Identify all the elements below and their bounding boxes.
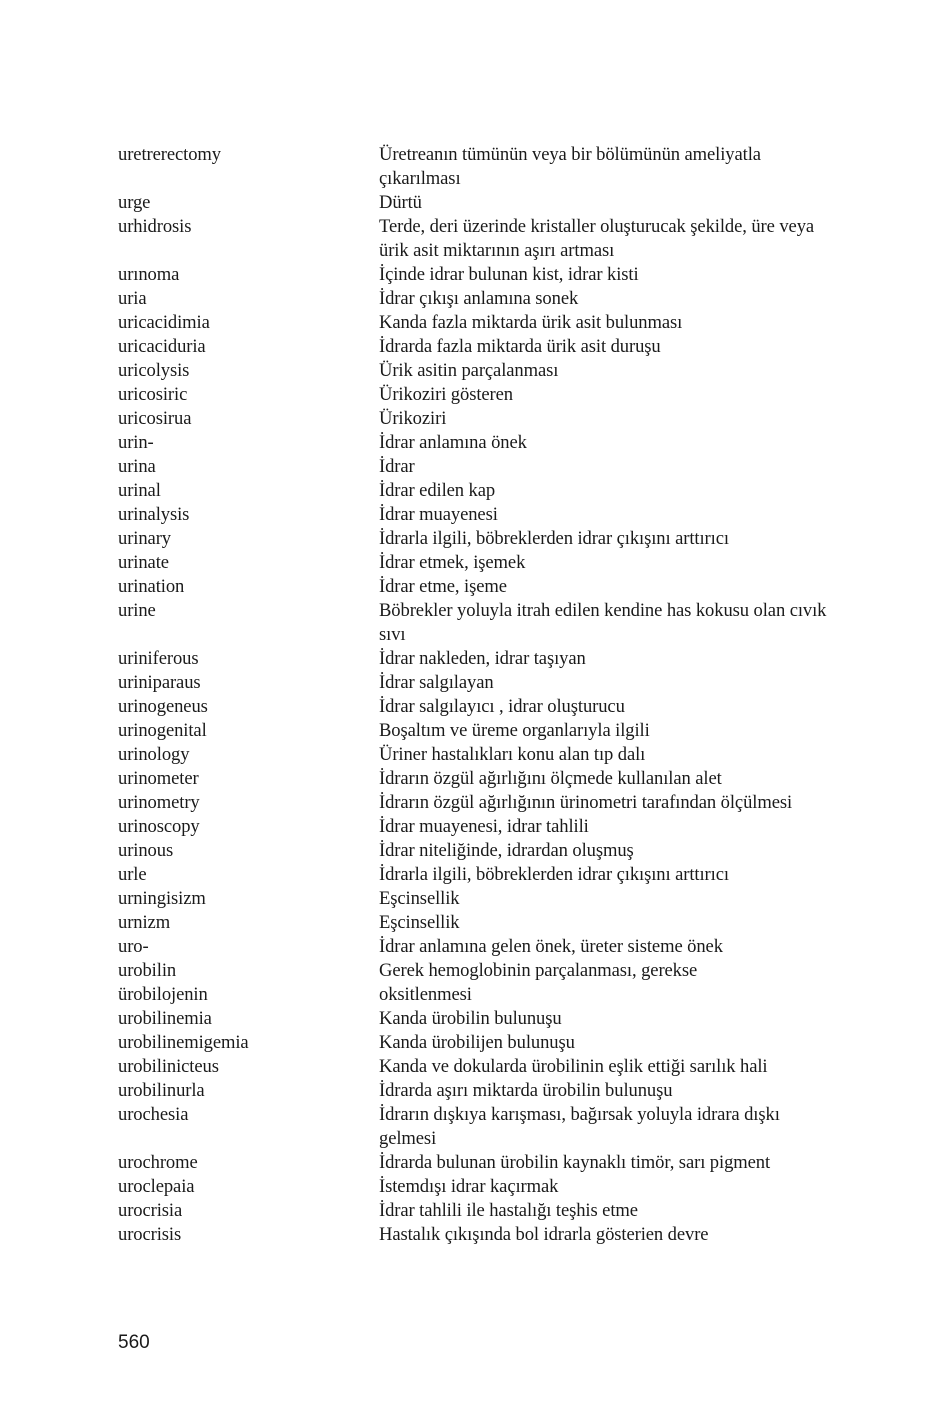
entry-definition: İdrar muayenesi, idrar tahlili: [379, 816, 589, 837]
entry-term: uricosirua: [118, 408, 192, 429]
dictionary-entry: [118, 719, 838, 743]
dictionary-entry: [118, 287, 838, 311]
dictionary-entry: [118, 983, 838, 1007]
entry-term: urningisizm: [118, 888, 206, 909]
entry-definition: İdrarla ilgili, böbreklerden idrar çıkışını arttırıcı: [379, 528, 729, 549]
entry-definition: Üretreanın tümünün veya bir bölümünün ameliyatla çıkarılması: [379, 144, 761, 189]
entry-definition: İdrarla ilgili, böbreklerden idrar çıkışını arttırıcı: [379, 864, 729, 885]
entry-term: uretrerectomy: [118, 144, 221, 165]
entry-term: urobilinemigemia: [118, 1032, 249, 1053]
dictionary-entry: [118, 1151, 838, 1175]
entry-term: urocrisia: [118, 1200, 183, 1221]
dictionary-entry: [118, 383, 838, 407]
dictionary-entry: [118, 1103, 838, 1151]
entry-term: urhidrosis: [118, 216, 192, 237]
entry-definition: Gerek hemoglobinin parçalanması, gerekse: [379, 960, 698, 981]
dictionary-entry: [118, 1223, 838, 1247]
dictionary-entry: [118, 215, 838, 263]
entry-definition: Ürikoziri: [379, 408, 447, 429]
dictionary-entry: [118, 695, 838, 719]
entry-definition: oksitlenmesi: [379, 984, 472, 1005]
dictionary-entry: [118, 839, 838, 863]
dictionary-entry: [118, 647, 838, 671]
dictionary-entry: [118, 551, 838, 575]
entry-term: urinometry: [118, 792, 200, 813]
entry-list: [118, 143, 838, 1247]
entry-term: uriniferous: [118, 648, 199, 669]
entry-term: urina: [118, 456, 156, 477]
entry-term: urin-: [118, 432, 154, 453]
dictionary-entry: [118, 311, 838, 335]
entry-definition: İdrar salgılayan: [379, 672, 494, 693]
entry-definition: İstemdışı idrar kaçırmak: [379, 1176, 559, 1197]
entry-definition: İdrar salgılayıcı , idrar oluşturucu: [379, 696, 625, 717]
dictionary-entry: [118, 431, 838, 455]
dictionary-entry: [118, 911, 838, 935]
dictionary-entry: [118, 527, 838, 551]
entry-definition: İdrarda bulunan ürobilin kaynaklı timör, sarı pigment: [379, 1152, 771, 1173]
dictionary-entry: [118, 1175, 838, 1199]
dictionary-entry: [118, 1079, 838, 1103]
page-number: 560: [118, 1332, 150, 1353]
entry-definition: İçinde idrar bulunan kist, idrar kisti: [379, 264, 639, 285]
dictionary-entry: [118, 503, 838, 527]
entry-definition: İdrarda fazla miktarda ürik asit duruşu: [379, 336, 661, 357]
entry-definition: İdrar niteliğinde, idrardan oluşmuş: [379, 840, 634, 861]
entry-term: urinogenital: [118, 720, 207, 741]
entry-term: urle: [118, 864, 147, 885]
dictionary-entry: [118, 1031, 838, 1055]
dictionary-entry: [118, 1055, 838, 1079]
dictionary-entry: [118, 599, 838, 647]
entry-definition: Kanda ve dokularda ürobilinin eşlik ettiği sarılık hali: [379, 1056, 768, 1077]
dictionary-entry: [118, 407, 838, 431]
entry-definition: Ürik asitin parçalanması: [379, 360, 559, 381]
entry-term: urinometer: [118, 768, 199, 789]
entry-term: uricolysis: [118, 360, 190, 381]
dictionary-entry: [118, 671, 838, 695]
entry-definition: Terde, deri üzerinde kristaller oluşturucak şekilde, üre veya ürik asit miktarının aşırı artması: [379, 216, 815, 261]
entry-term: uroclepaia: [118, 1176, 195, 1197]
entry-definition: Kanda ürobilin bulunuşu: [379, 1008, 562, 1029]
dictionary-entry: [118, 1007, 838, 1031]
entry-term: urobilinemia: [118, 1008, 212, 1029]
dictionary-entry: [118, 1199, 838, 1223]
entry-term: urocrisis: [118, 1224, 182, 1245]
entry-definition: İdrarın dışkıya karışması, bağırsak yoluyla idrara dışkı gelmesi: [379, 1104, 780, 1149]
dictionary-entry: [118, 743, 838, 767]
entry-definition: İdrar etmek, işemek: [379, 552, 526, 573]
entry-term: uro-: [118, 936, 149, 957]
entry-term: urnizm: [118, 912, 171, 933]
entry-definition: İdrar anlamına önek: [379, 432, 527, 453]
entry-definition: Kanda ürobilijen bulunuşu: [379, 1032, 575, 1053]
entry-term: urochesia: [118, 1104, 189, 1125]
entry-term: urine: [118, 600, 156, 621]
entry-definition: Dürtü: [379, 192, 422, 213]
entry-term: urinalysis: [118, 504, 190, 525]
dictionary-entry: [118, 767, 838, 791]
entry-term: urobilinicteus: [118, 1056, 219, 1077]
entry-definition: Üriner hastalıkları konu alan tıp dalı: [379, 744, 646, 765]
entry-term: urinology: [118, 744, 190, 765]
dictionary-entry: [118, 263, 838, 287]
entry-definition: İdrar muayenesi: [379, 504, 498, 525]
dictionary-entry: [118, 935, 838, 959]
dictionary-entry: [118, 359, 838, 383]
entry-term: urınoma: [118, 264, 180, 285]
entry-term: uricosiric: [118, 384, 188, 405]
entry-term: uria: [118, 288, 147, 309]
entry-definition: İdrarın özgül ağırlığının ürinometri tarafından ölçülmesi: [379, 792, 793, 813]
entry-definition: Eşcinsellik: [379, 888, 460, 909]
entry-definition: Ürikoziri gösteren: [379, 384, 513, 405]
dictionary-entry: [118, 863, 838, 887]
entry-definition: Hastalık çıkışında bol idrarla gösterien devre: [379, 1224, 709, 1245]
entry-definition: İdrar çıkışı anlamına sonek: [379, 288, 579, 309]
entry-term: urinal: [118, 480, 161, 501]
dictionary-entry: [118, 335, 838, 359]
entry-term: urobilinurla: [118, 1080, 205, 1101]
entry-definition: İdrar etme, işeme: [379, 576, 507, 597]
entry-term: urinoscopy: [118, 816, 200, 837]
dictionary-entry: [118, 575, 838, 599]
entry-definition: İdrar tahlili ile hastalığı teşhis etme: [379, 1200, 638, 1221]
dictionary-entry: [118, 143, 838, 191]
entry-definition: İdrarın özgül ağırlığını ölçmede kullanılan alet: [379, 768, 722, 789]
entry-term: urge: [118, 192, 151, 213]
entry-term: urinate: [118, 552, 169, 573]
entry-definition: İdrar nakleden, idrar taşıyan: [379, 648, 586, 669]
entry-term: urinary: [118, 528, 171, 549]
dictionary-entry: [118, 791, 838, 815]
dictionary-entry: [118, 455, 838, 479]
entry-term: ürobilojenin: [118, 984, 208, 1005]
dictionary-entry: [118, 191, 838, 215]
entry-term: urinous: [118, 840, 174, 861]
entry-term: urochrome: [118, 1152, 198, 1173]
entry-definition: İdrarda aşırı miktarda ürobilin bulunuşu: [379, 1080, 673, 1101]
entry-definition: Eşcinsellik: [379, 912, 460, 933]
entry-definition: İdrar: [379, 456, 415, 477]
entry-term: uricacidimia: [118, 312, 210, 333]
entry-definition: Boşaltım ve üreme organlarıyla ilgili: [379, 720, 650, 741]
dictionary-entry: [118, 815, 838, 839]
dictionary-entry: [118, 887, 838, 911]
entry-term: urination: [118, 576, 185, 597]
entry-definition: Böbrekler yoluyla itrah edilen kendine has kokusu olan cıvık sıvı: [379, 600, 827, 645]
dictionary-entry: [118, 959, 838, 983]
entry-definition: İdrar anlamına gelen önek, üreter sisteme önek: [379, 936, 723, 957]
entry-definition: İdrar edilen kap: [379, 480, 496, 501]
entry-term: uriniparaus: [118, 672, 201, 693]
entry-term: uricaciduria: [118, 336, 206, 357]
entry-definition: Kanda fazla miktarda ürik asit bulunması: [379, 312, 683, 333]
entry-term: urobilin: [118, 960, 177, 981]
dictionary-entry: [118, 479, 838, 503]
entry-term: urinogeneus: [118, 696, 208, 717]
